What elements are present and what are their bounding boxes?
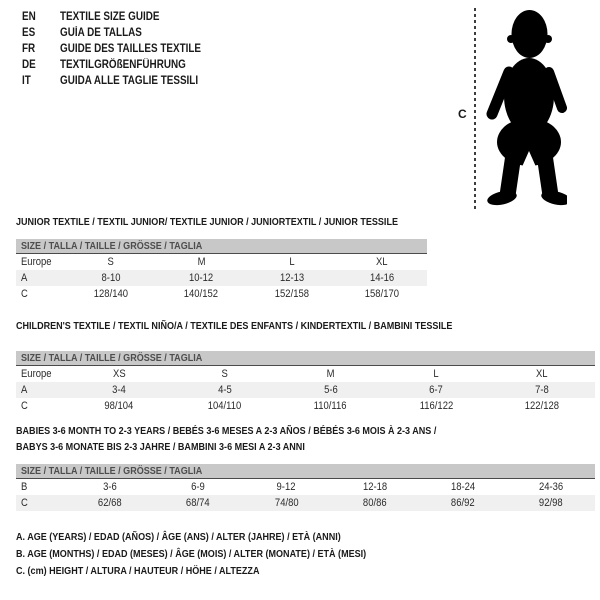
table-row-age: [16, 270, 427, 286]
size-cell: XL: [376, 256, 388, 268]
table-row-height: [16, 495, 595, 511]
row-label: A: [21, 272, 28, 284]
age-cell: 10-12: [189, 272, 214, 284]
babies-table-heading: BABIES 3-6 MONTH TO 2-3 YEARS / BEBÉS 3-6 MESES A 2-3 AÑOS / BÉBÉS 3-6 MOIS À 2-3 ANS / BABYS 3-6 MONATE BIS 2-3 JAHRE / BAMBINI 3-6 MESI A 2-3 ANNI: [16, 425, 437, 453]
table-row-europe: [16, 366, 595, 382]
table-row-age: [16, 382, 595, 398]
language-code: ES: [22, 27, 36, 39]
height-cell: 128/140: [94, 288, 129, 300]
row-label: C: [21, 400, 28, 412]
note-height-cm: C. (cm) HEIGHT / ALTURA / HAUTEUR / HÖHE / ALTEZZA: [16, 565, 260, 577]
language-title-list: [22, 9, 224, 89]
height-cell: 62/68: [98, 497, 122, 509]
table-row-europe: [16, 254, 427, 270]
size-band: SIZE / TALLA / TAILLE / GRÖSSE / TAGLIA: [16, 239, 427, 254]
months-cell: 12-18: [362, 481, 387, 493]
size-cell: M: [197, 256, 206, 268]
language-code: IT: [22, 75, 31, 87]
language-row-de: [22, 57, 224, 73]
row-label: C: [21, 288, 28, 300]
months-cell: 3-6: [103, 481, 117, 493]
row-label: Europe: [21, 256, 52, 268]
age-cell: 4-5: [217, 384, 232, 396]
language-row-fr: [22, 41, 224, 57]
size-cell: M: [326, 368, 335, 380]
height-cell: 98/104: [104, 400, 134, 412]
table-row-height: [16, 398, 595, 414]
junior-size-table: [16, 239, 427, 302]
size-cell: S: [221, 368, 228, 380]
height-cell: 152/158: [274, 288, 309, 300]
language-row-it: [22, 73, 224, 89]
height-cell: 140/152: [184, 288, 219, 300]
months-cell: 6-9: [191, 481, 206, 493]
height-cell: 86/92: [450, 497, 475, 509]
height-measure-line: [474, 8, 476, 212]
size-band: SIZE / TALLA / TAILLE / GRÖSSE / TAGLIA: [16, 351, 595, 366]
language-code: DE: [22, 59, 36, 71]
height-cell: 74/80: [274, 497, 299, 509]
height-cell: 104/110: [207, 400, 242, 412]
language-row-en: [22, 9, 224, 25]
size-band: SIZE / TALLA / TAILLE / GRÖSSE / TAGLIA: [16, 464, 595, 479]
size-cell: L: [288, 256, 295, 268]
age-cell: 14-16: [369, 272, 394, 284]
months-cell: 9-12: [276, 481, 296, 493]
children-table-heading: CHILDREN'S TEXTILE / TEXTIL NIÑO/A / TEXTILE DES ENFANTS / KINDERTEXTIL / BAMBINI TESSILE: [16, 320, 453, 332]
guide-title: TEXTILE SIZE GUIDE: [60, 11, 160, 23]
measure-label-c: C: [458, 107, 467, 121]
row-label: B: [21, 481, 28, 493]
height-cell: 110/116: [314, 400, 347, 412]
height-cell: 116/122: [419, 400, 454, 412]
language-code: FR: [22, 43, 36, 55]
guide-title: GUÍA DE TALLAS: [60, 27, 142, 39]
height-cell: 158/170: [364, 288, 399, 300]
guide-title: TEXTILGRÖßENFÜHRUNG: [60, 59, 186, 71]
row-label: C: [21, 497, 28, 509]
size-cell: XL: [536, 368, 548, 380]
babies-size-table: [16, 464, 595, 511]
guide-title: GUIDE DES TAILLES TEXTILE: [60, 43, 202, 55]
legend-notes: [16, 531, 423, 582]
months-cell: 24-36: [538, 481, 564, 493]
language-row-es: [22, 25, 224, 41]
age-cell: 3-4: [112, 384, 126, 396]
note-age-years: A. AGE (YEARS) / EDAD (AÑOS) / ÂGE (ANS) / ALTER (JAHRE) / ETÀ (ANNI): [16, 531, 341, 543]
size-cell: XS: [112, 368, 126, 380]
size-cell: L: [433, 368, 439, 380]
row-label: Europe: [21, 368, 52, 380]
baby-silhouette-icon: [485, 8, 567, 208]
months-cell: 18-24: [450, 481, 475, 493]
row-label: A: [21, 384, 28, 396]
table-row-months: [16, 479, 595, 495]
height-cell: 68/74: [186, 497, 211, 509]
height-cell: 80/86: [362, 497, 387, 509]
table-row-height: [16, 286, 427, 302]
height-cell: 122/128: [524, 400, 560, 412]
age-cell: 7-8: [535, 384, 549, 396]
size-cell: S: [107, 256, 115, 268]
guide-title: GUIDA ALLE TAGLIE TESSILI: [60, 75, 199, 87]
age-cell: 12-13: [279, 272, 304, 284]
junior-table-heading: JUNIOR TEXTILE / TEXTIL JUNIOR/ TEXTILE JUNIOR / JUNIORTEXTIL / JUNIOR TESSILE: [16, 216, 398, 228]
height-cell: 92/98: [539, 497, 563, 509]
note-age-months: B. AGE (MONTHS) / EDAD (MESES) / ÂGE (MOIS) / ALTER (MONATE) / ETÀ (MESI): [16, 548, 367, 560]
age-cell: 5-6: [323, 384, 338, 396]
age-cell: 6-7: [429, 384, 444, 396]
children-size-table: [16, 351, 595, 414]
language-code: EN: [22, 11, 36, 23]
age-cell: 8-10: [101, 272, 121, 284]
